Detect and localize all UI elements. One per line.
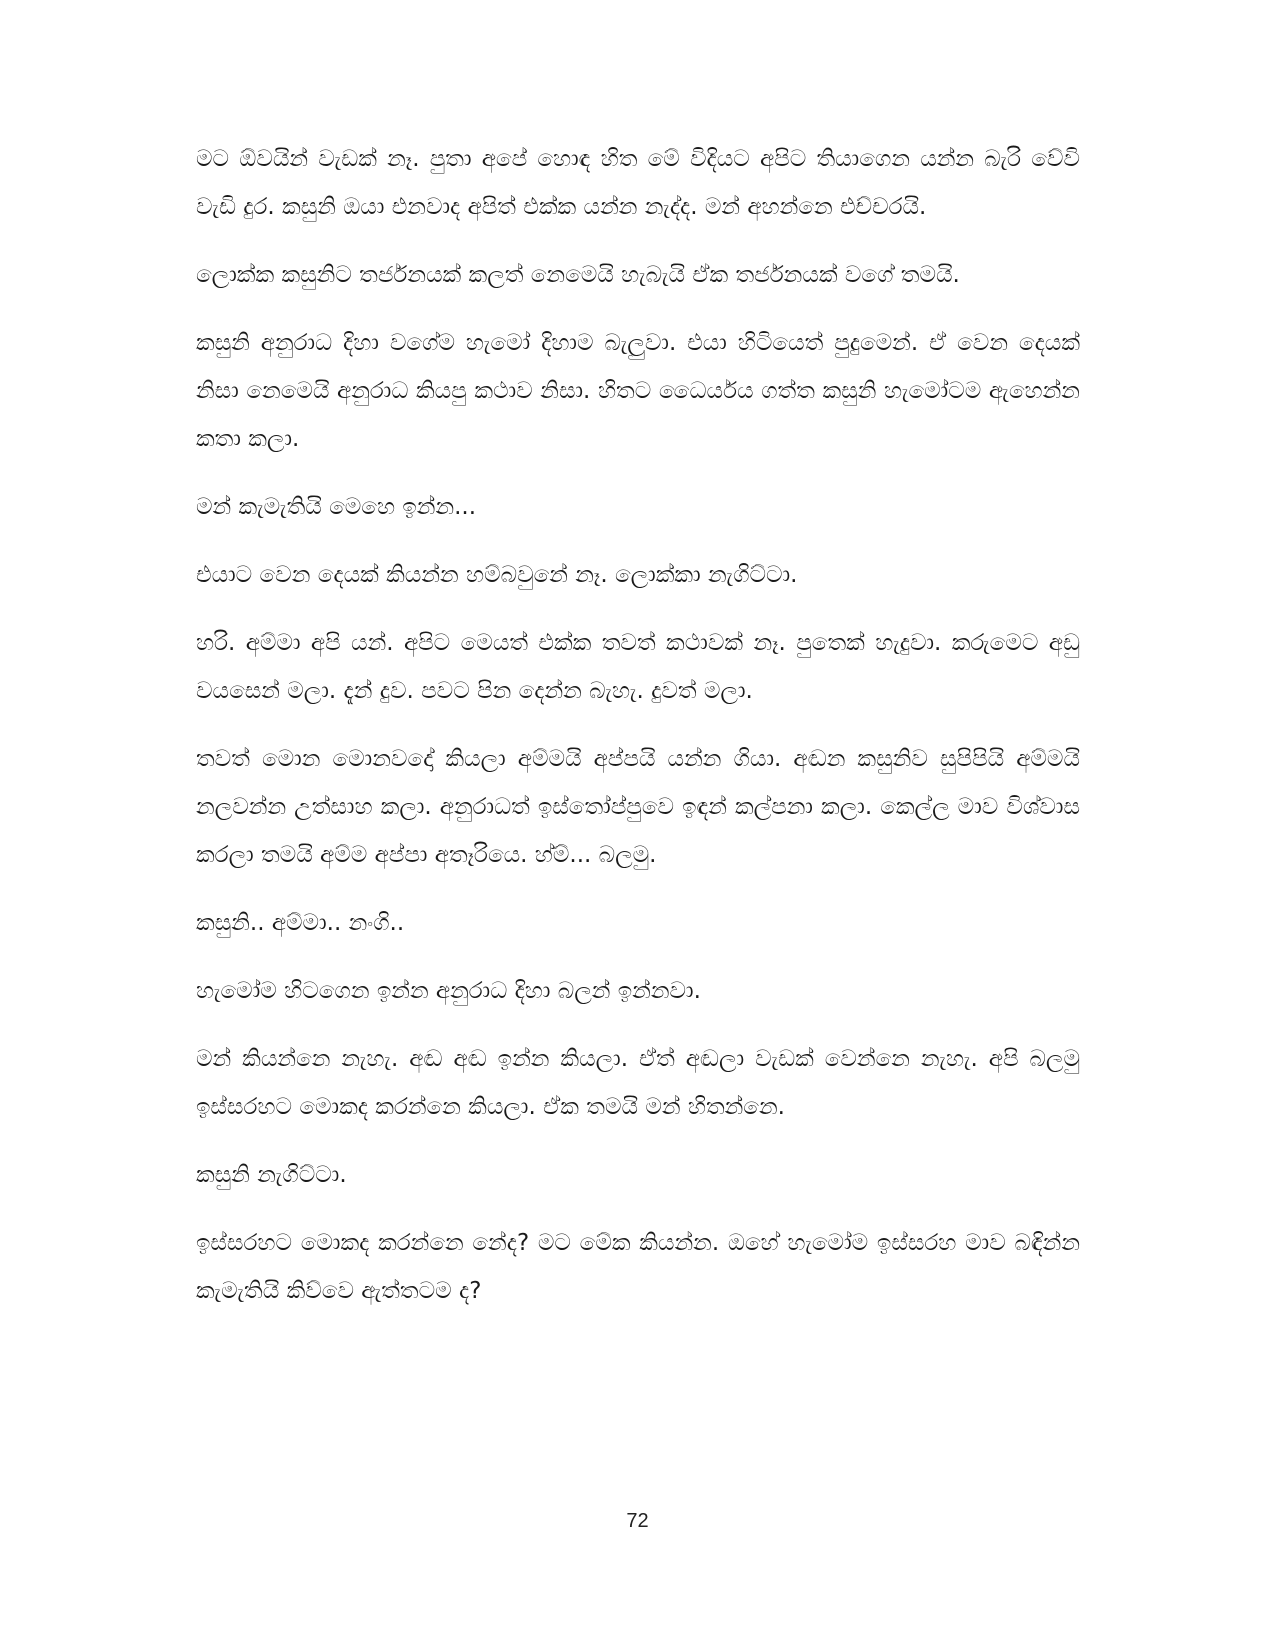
paragraph: කසුනි.. අම්මා.. නංගි..	[196, 910, 405, 936]
paragraph: කසුනි නැගිට්ටා.	[196, 1162, 347, 1188]
paragraph: කසුනි අනුරාධ දිහා වගේම හැමෝ දිහාම බැලුවා. එයා හිටියෙත් පුදුමෙන්. ඒ වෙන දෙයක් නිසා නෙමෙයි අනුරාධ කියපු කථාව නිසා. හිතට ධෛර්යය ගත්ත කසුනි හැමෝටම ඇහෙන්න කතා කලා.	[196, 330, 1080, 452]
page-body	[196, 135, 1080, 1335]
paragraph: ඉස්සරහට මොකද කරන්නෙ නේද? මට මේක කියන්න. ඔහේ හැමෝම ඉස්සරහ මාව බඳින්න කැමැතියි කිව්වෙ ඇත්තටම ද?	[196, 1230, 1080, 1304]
paragraph: මට ඕවයින් වැඩක් නෑ. පුතා අපේ හොඳ හිත මේ විදියට අපිට තියාගෙන යන්න බැරි වේවි වැඩි දුර. කසුනි ඔයා එනවාද අපිත් එක්ක යන්න නැද්ද. මන් අහන්නෙ එච්චරයි.	[196, 146, 1080, 220]
paragraph: එයාට වෙන දෙයක් කියන්න හම්බවුනේ නෑ. ලොක්කා නැගිට්ටා.	[196, 562, 798, 588]
page-number: 72	[626, 1510, 649, 1532]
paragraph: ලොක්ක කසුනිට තර්ජනයක් කලත් නෙමෙයි හැබැයි ඒක තර්ජනයක් වගේ තමයි.	[196, 262, 960, 288]
paragraph: හරි. අම්මා අපි යන්. අපිට මෙයත් එක්ක තවත් කථාවක් නෑ. පුතෙක් හැදුවා. කරුමෙට අඩු වයසෙන් මලා. දැන් දුව. පවට පින දෙන්න බැහැ. දුවත් මලා.	[196, 630, 1080, 704]
paragraph: මන් කියන්නෙ නැහැ. අඬ අඬ ඉන්න කියලා. ඒත් අඬලා වැඩක් වෙන්නෙ නැහැ. අපි බලමු ඉස්සරහට මොකද කරන්නෙ කියලා. ඒක තමයි මන් හිතන්නෙ.	[196, 1046, 1080, 1120]
paragraph: හැමෝම හිටගෙන ඉන්න අනුරාධ දිහා බලන් ඉන්නවා.	[196, 978, 701, 1004]
paragraph: තවත් මොන මොනවදෝ කියලා අම්මයි අප්පයි යන්න ගියා. අඬන කසුනිව සුපිපියි අම්මයි නලවන්න උත්සාහ කලා. අනුරාධත් ඉස්තෝප්පුවෙ ඉඳන් කල්පනා කලා. කෙල්ල මාව විශ්වාස කරලා තමයි අම්ම අප්පා අතෑරියෙ. හ්ම්... බලමු.	[196, 746, 1081, 868]
paragraph: මන් කැමැතියි මෙහෙ ඉන්න...	[196, 494, 477, 520]
